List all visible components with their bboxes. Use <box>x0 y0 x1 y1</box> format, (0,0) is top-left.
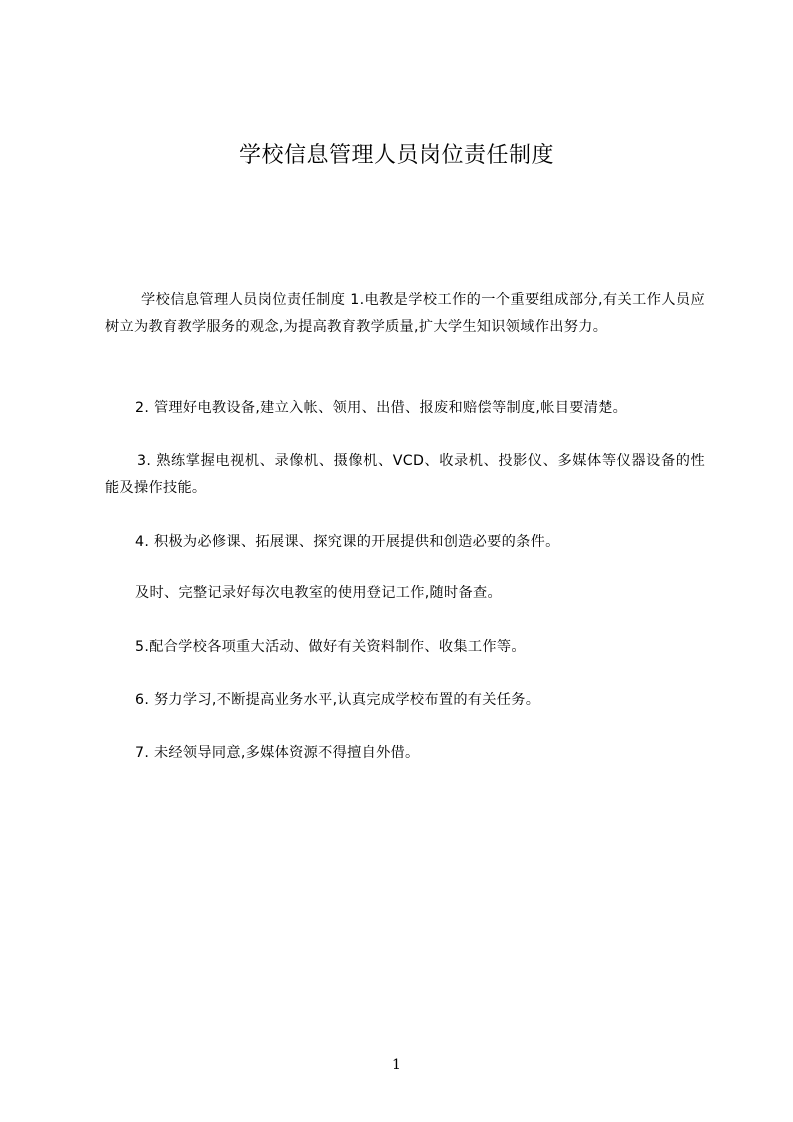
paragraph-7: 6. 努力学习,不断提高业务水平,认真完成学校布置的有关任务。 <box>135 692 541 708</box>
paragraph-3: 3. 熟练掌握电视机、录像机、摄像机、VCD、收录机、投影仪、多媒体等仪器设备的性能及操作技能。 <box>105 453 705 496</box>
paragraph-8: 7. 未经领导同意,多媒体资源不得擅自外借。 <box>135 745 420 761</box>
paragraph-2: 2. 管理好电教设备,建立入帐、领用、出借、报废和赔偿等制度,帐目要清楚。 <box>135 400 628 416</box>
page-number: 1 <box>392 1057 401 1073</box>
document-title: 学校信息管理人员岗位责任制度 <box>238 143 554 168</box>
paragraph-1: 学校信息管理人员岗位责任制度 1.电教是学校工作的一个重要组成部分,有关工作人员应树立为教育教学服务的观念,为提高教育教学质量,扩大学生知识领域作出努力。 <box>105 292 705 335</box>
paragraph-5: 及时、完整记录好每次电教室的使用登记工作,随时备查。 <box>135 585 502 601</box>
paragraph-6: 5.配合学校各项重大活动、做好有关资料制作、收集工作等。 <box>135 639 526 655</box>
paragraph-4: 4. 积极为必修课、拓展课、探究课的开展提供和创造必要的条件。 <box>135 534 560 550</box>
